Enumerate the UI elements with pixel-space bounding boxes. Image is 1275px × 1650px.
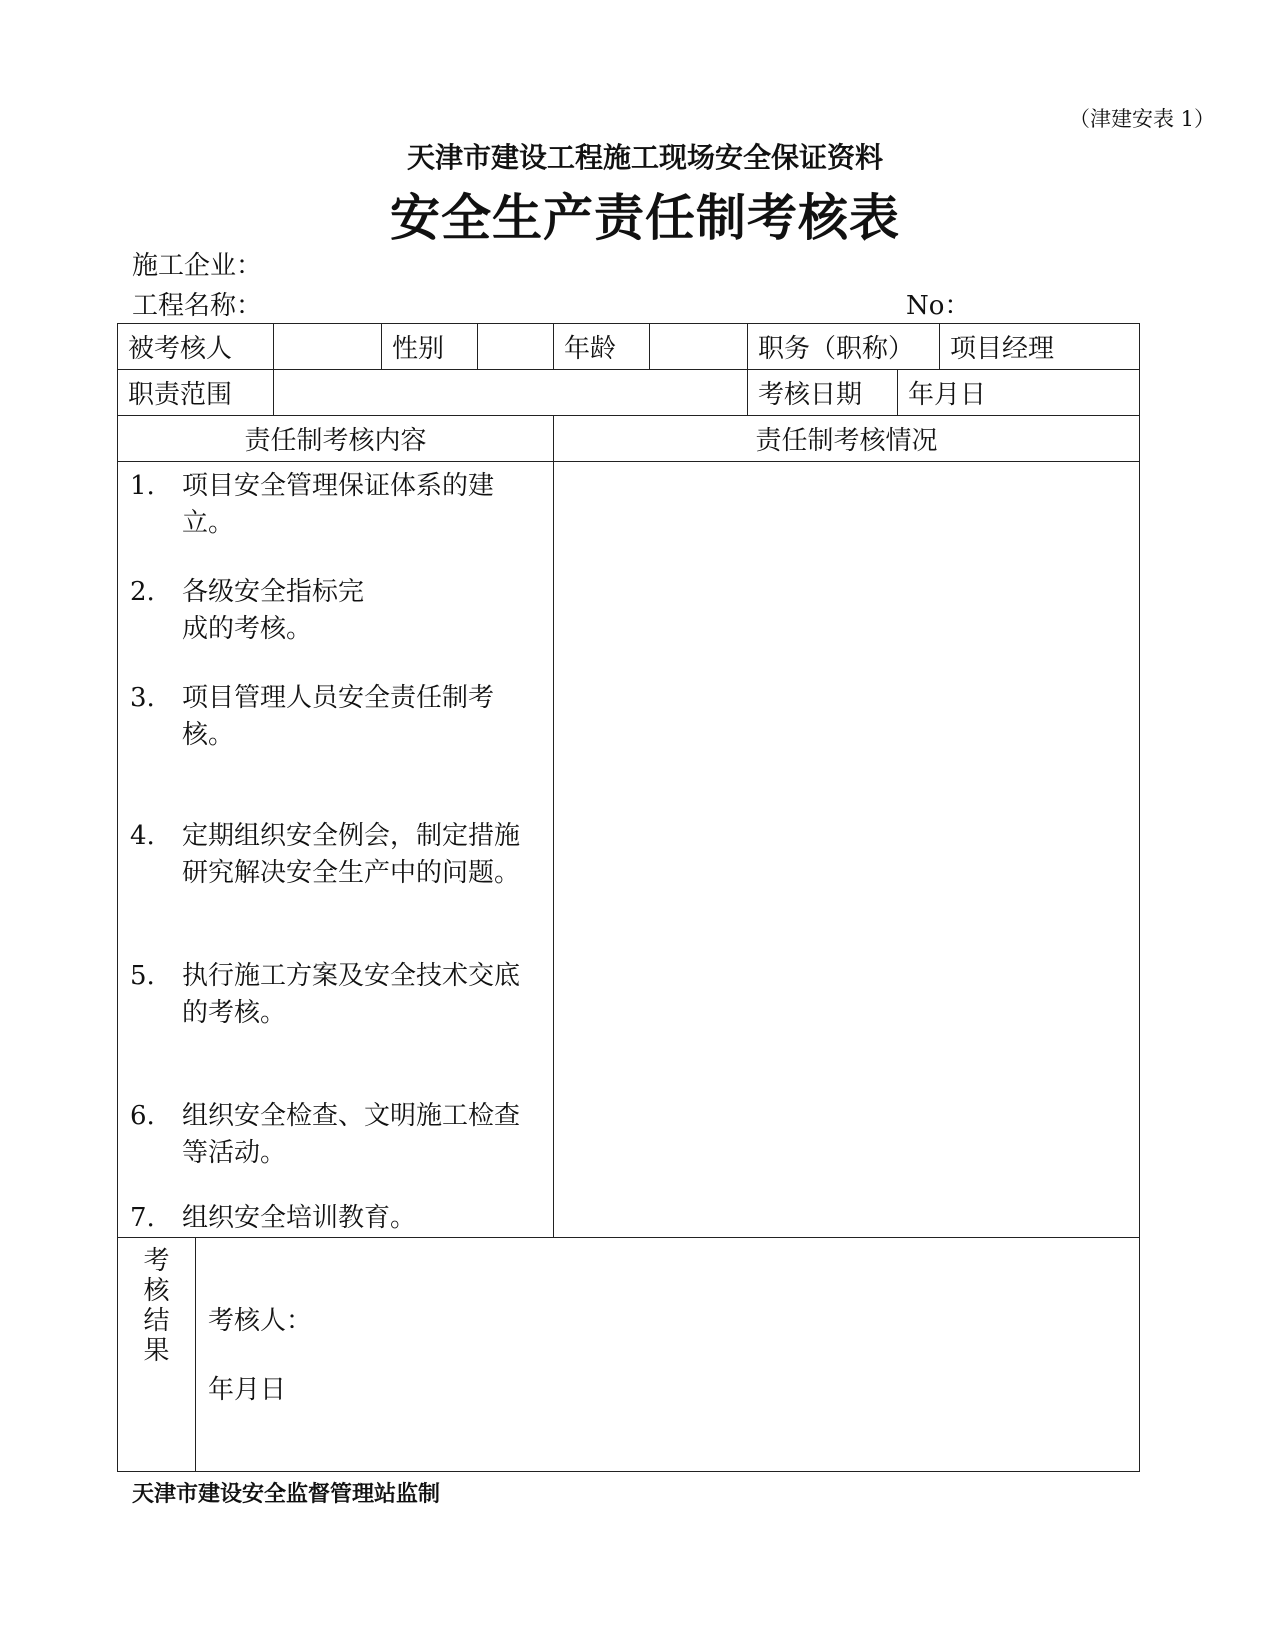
item-text-line: 各级安全指标完	[182, 577, 365, 607]
result-label-cell	[118, 1238, 196, 1472]
result-row	[118, 1238, 1140, 1472]
item-text: 组织安全培训教育。	[182, 1203, 417, 1233]
status-header: 责任制考核情况	[554, 416, 1140, 462]
assessment-date-label: 考核日期	[748, 370, 898, 416]
gender-value[interactable]	[478, 324, 554, 370]
list-item	[130, 680, 541, 754]
scope-label: 职责范围	[118, 370, 274, 416]
content-header: 责任制考核内容	[118, 416, 554, 462]
project-name-label: 工程名称：	[132, 291, 263, 321]
list-item	[130, 958, 541, 1032]
item-text-line: 成的考核。	[182, 614, 313, 644]
company-label: 施工企业：	[132, 251, 263, 281]
assessment-status-area[interactable]	[554, 462, 1140, 1238]
item-number: 7.	[130, 1203, 155, 1233]
result-body[interactable]	[196, 1238, 1140, 1472]
age-label: 年龄	[554, 324, 650, 370]
age-value[interactable]	[650, 324, 748, 370]
item-text: 组织安全检查、文明施工检查等活动。	[182, 1101, 521, 1168]
content-row	[118, 462, 1140, 1238]
assessment-date-value[interactable]: 年月日	[898, 370, 1140, 416]
assessee-value[interactable]	[274, 324, 382, 370]
result-label: 考核结果	[143, 1246, 170, 1366]
list-item	[130, 1098, 541, 1172]
list-item	[130, 818, 541, 892]
list-item	[130, 468, 541, 542]
item-text: 项目管理人员安全责任制考核。	[182, 683, 495, 750]
assessment-items	[118, 462, 554, 1238]
section-header-row	[118, 416, 1140, 462]
item-number: 6.	[130, 1101, 155, 1131]
list-item	[130, 574, 541, 648]
document-title: 安全生产责任制考核表	[390, 189, 900, 247]
item-number: 1.	[130, 471, 155, 501]
item-number: 3.	[130, 683, 155, 713]
item-number: 2.	[130, 577, 155, 607]
assessment-form-table	[117, 323, 1140, 1472]
item-text: 项目安全管理保证体系的建立。	[182, 471, 495, 538]
list-item	[130, 1200, 541, 1237]
item-number: 5.	[130, 961, 155, 991]
number-label: No：	[906, 291, 971, 321]
item-number: 4.	[130, 821, 155, 851]
document-subtitle: 天津市建设工程施工现场安全保证资料	[406, 141, 883, 174]
position-value[interactable]: 项目经理	[940, 324, 1140, 370]
gender-label: 性别	[382, 324, 478, 370]
item-text	[182, 574, 541, 648]
form-code: （津建安表 1）	[1068, 107, 1215, 131]
scope-row	[118, 370, 1140, 416]
scope-value[interactable]	[274, 370, 748, 416]
item-text: 执行施工方案及安全技术交底的考核。	[182, 961, 521, 1028]
issuer-footer: 天津市建设安全监督管理站监制	[132, 1482, 441, 1507]
item-text: 定期组织安全例会，制定措施研究解决安全生产中的问题。	[182, 821, 521, 888]
position-label: 职务（职称）	[748, 324, 940, 370]
basic-info-row	[118, 324, 1140, 370]
reviewer-date: 年月日	[208, 1375, 287, 1405]
assessee-label: 被考核人	[118, 324, 274, 370]
reviewer-label: 考核人：	[208, 1306, 313, 1336]
